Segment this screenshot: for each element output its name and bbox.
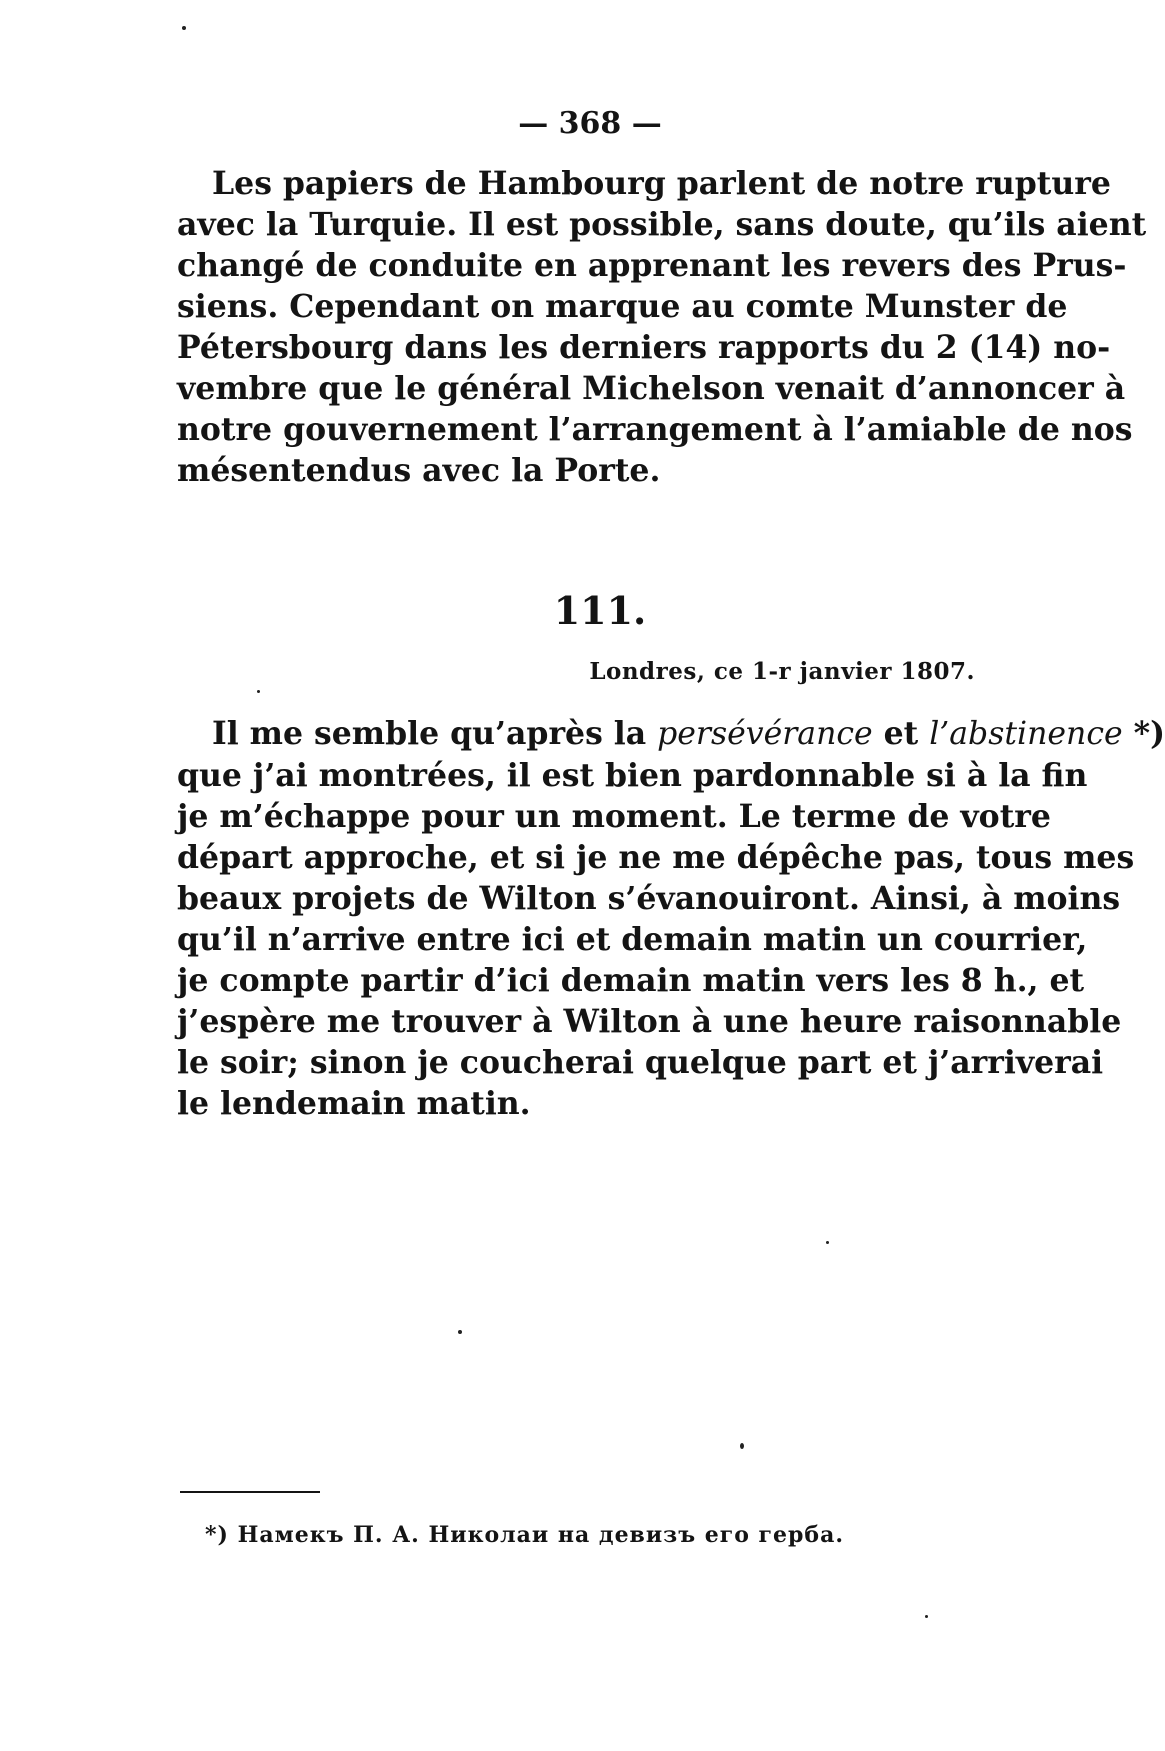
page-number: — 368 — [518,106,662,141]
scan-speck [458,1330,462,1334]
text-line: j’espère me trouver à Wilton à une heure raisonnable [177,1003,1122,1040]
letter-110-text [177,163,1147,491]
letter-dateline: Londres, ce 1-r janvier 1807. [589,658,975,685]
text-line: qu’il n’arrive entre ici et demain matin un courrier, [177,921,1088,958]
text-line: le lendemain matin. [177,1085,531,1122]
footnote-marker: *) [1122,715,1165,752]
text-line: le soir; sinon je coucherai quelque part et j’arriverai [177,1044,1104,1081]
footnote: *) Намекъ П. А. Николаи на девизъ его герба. [205,1522,844,1548]
text-line: Les papiers de Hambourg parlent de notre rupture [212,165,1111,202]
text-fragment: et [872,715,930,752]
text-line: départ approche, et si je ne me dépêche pas, tous mes [177,839,1135,876]
text-fragment: Il me semble qu’après la [212,715,658,752]
italic-word: persévérance [657,716,873,752]
scan-speck [826,1241,829,1244]
text-line: changé de conduite en apprenant les revers des Prus- [177,247,1127,284]
text-line: notre gouvernement l’arrangement à l’amiable de nos [177,411,1133,448]
scan-speck [925,1615,928,1618]
text-line: vembre que le général Michelson venait d’annoncer à [177,370,1126,407]
scan-speck [182,26,186,30]
text-line: siens. Cependant on marque au comte Munster de [177,288,1068,325]
text-line: mésentendus avec la Porte. [177,452,661,489]
text-line-first [177,713,1165,755]
scan-speck [257,690,260,693]
footnote-rule [180,1491,320,1493]
text-line: je m’échappe pour un moment. Le terme de votre [177,798,1051,835]
text-line: beaux projets de Wilton s’évanouiront. Ainsi, à moins [177,880,1121,917]
letter-111-text [177,713,1165,1124]
text-line: Pétersbourg dans les derniers rapports du 2 (14) no- [177,329,1111,366]
italic-word: l’abstinence [929,716,1123,752]
scan-speck [740,1443,744,1449]
text-line: je compte partir d’ici demain matin vers les 8 h., et [177,962,1085,999]
text-line: que j’ai montrées, il est bien pardonnable si à la fin [177,757,1088,794]
text-line: avec la Turquie. Il est possible, sans doute, qu’ils aient [177,206,1147,243]
letter-number: 111. [553,588,647,633]
